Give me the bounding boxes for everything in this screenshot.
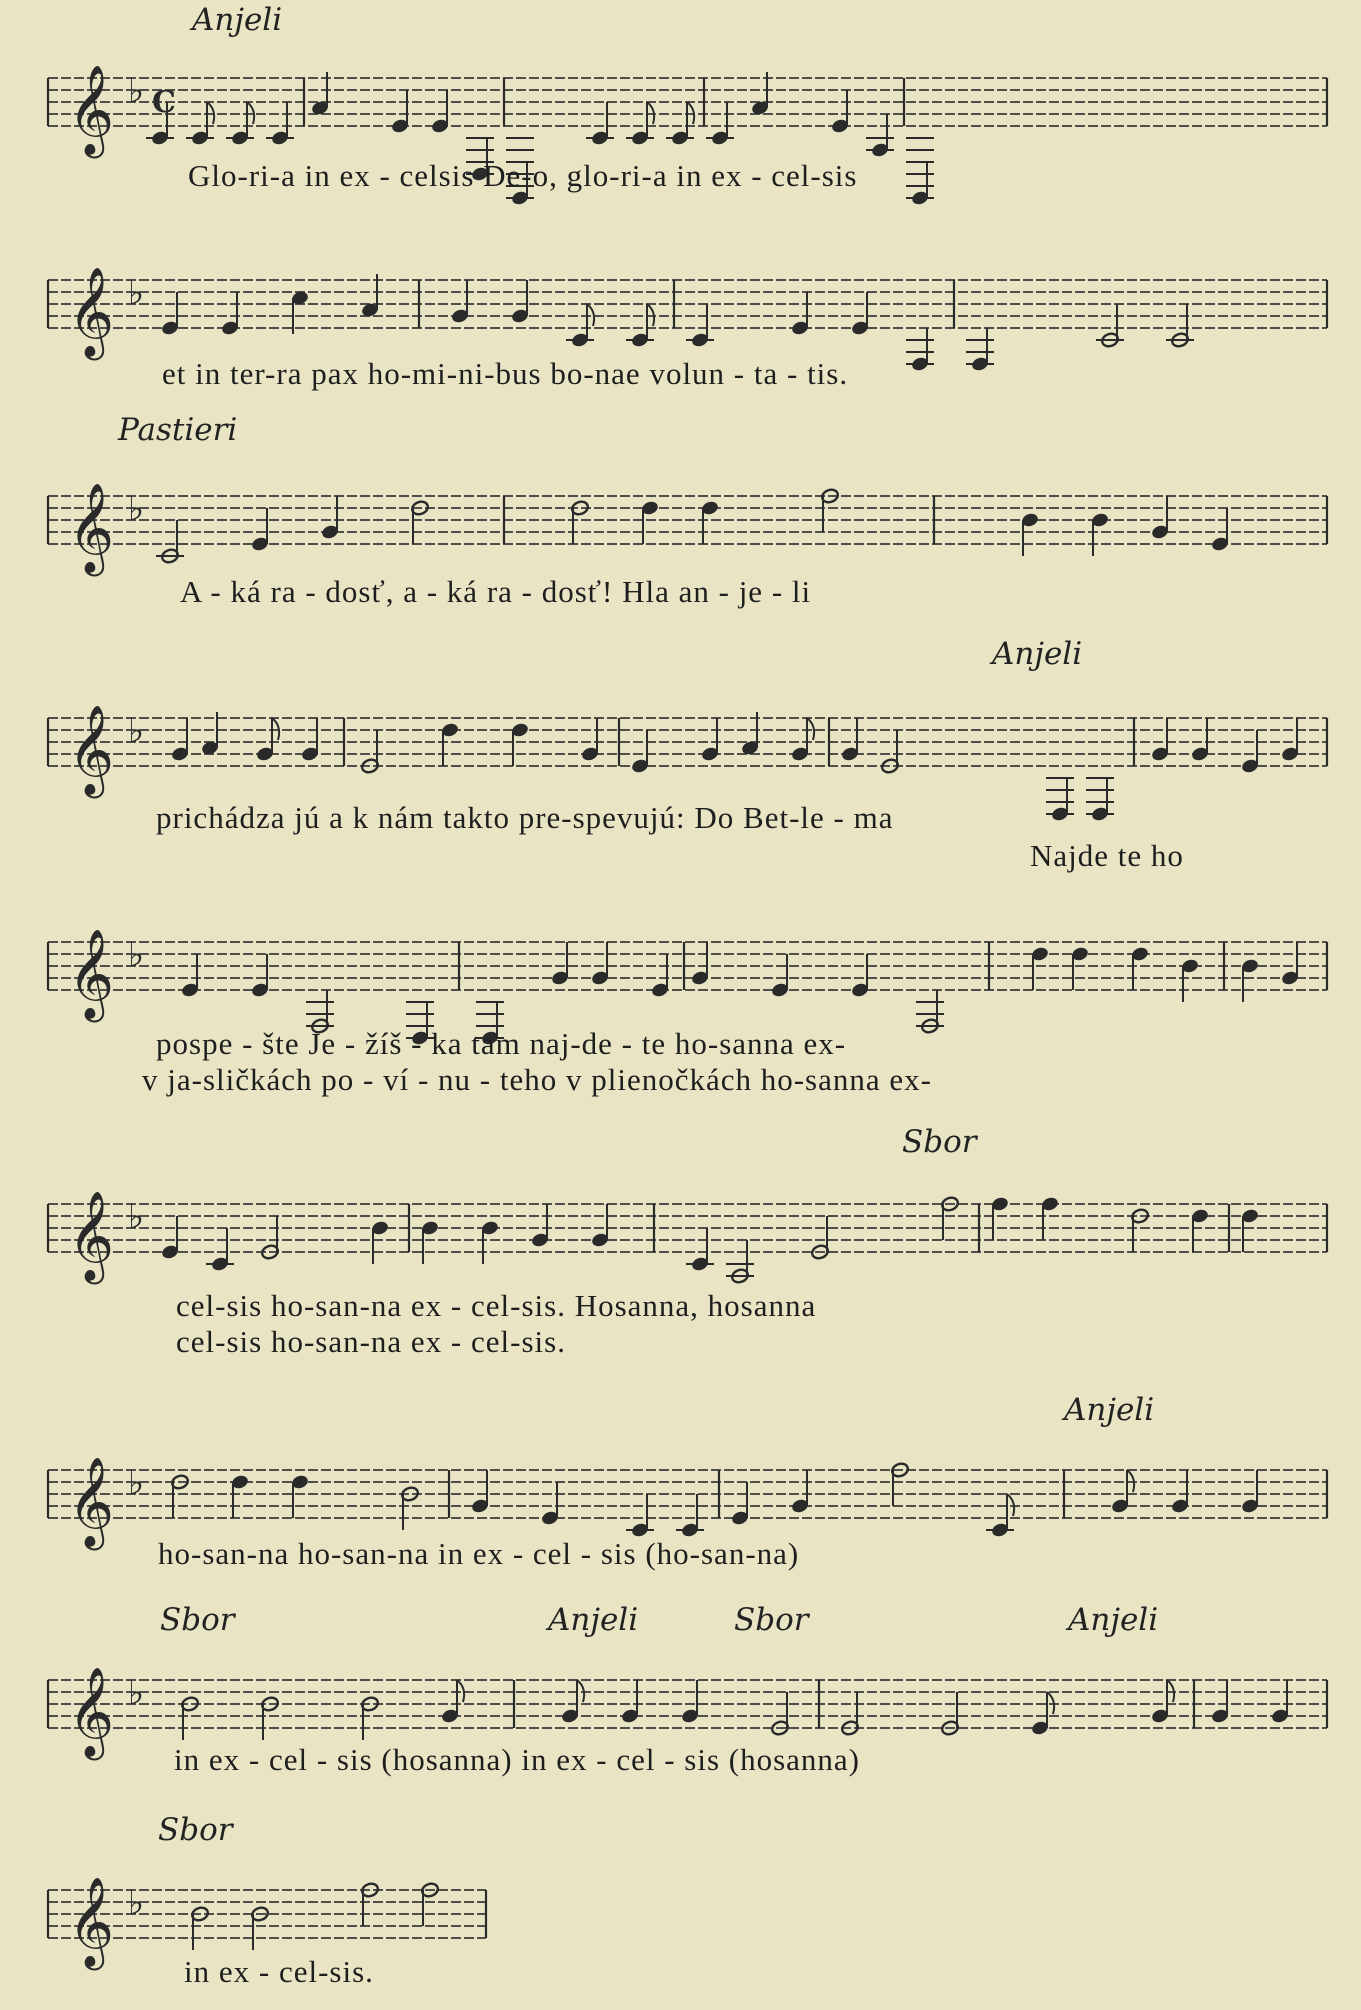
flat-key-signature-icon: ♭	[128, 1463, 145, 1503]
flat-key-signature-icon: ♭	[128, 71, 145, 111]
voice-label: Anjeli	[1064, 1392, 1155, 1428]
lyrics-line: in ex - cel - sis (hosanna) in ex - cel - sis (hosanna)	[174, 1742, 860, 1777]
note-flag	[577, 1680, 584, 1702]
flat-key-signature-icon: ♭	[128, 711, 145, 751]
voice-label: Anjeli	[1068, 1602, 1159, 1638]
music-staff	[0, 912, 1361, 1042]
flat-key-signature-icon: ♭	[128, 1197, 145, 1237]
lyrics-line: ho-san-na ho-san-na in ex - cel - sis (ho-san-na)	[158, 1536, 800, 1571]
treble-clef-icon: 𝄞	[68, 929, 115, 1019]
flat-key-signature-icon: ♭	[128, 489, 145, 529]
note-flag	[1127, 1470, 1134, 1492]
flat-key-signature-icon: ♭	[128, 273, 145, 313]
lyrics-line: et in ter-ra pax ho-mi-ni-bus bo-nae volun - ta - tis.	[162, 356, 849, 391]
voice-label: Sbor	[734, 1602, 809, 1638]
lyrics-line: v ja-sličkách po - ví - nu - teho v plienočkách ho-sanna ex-	[142, 1062, 932, 1097]
lyrics-line: in ex - cel-sis.	[184, 1954, 374, 1989]
note-flag	[587, 304, 594, 326]
treble-clef-icon: 𝄞	[68, 65, 115, 155]
note-flag	[457, 1680, 464, 1702]
note-flag	[1007, 1494, 1014, 1516]
treble-clef-icon: 𝄞	[68, 1191, 115, 1281]
note-flag	[807, 718, 814, 740]
treble-clef-icon: 𝄞	[68, 1877, 115, 1967]
lyrics-line: Najde te ho	[1030, 838, 1184, 873]
note-flag	[687, 102, 694, 124]
lyrics-line: prichádza jú a k nám takto pre-spevujú: Do Bet-le - ma	[156, 800, 894, 835]
note-flag	[1047, 1692, 1054, 1714]
voice-label: Pastieri	[118, 412, 238, 448]
note-flag	[647, 304, 654, 326]
music-staff	[0, 1174, 1361, 1304]
treble-clef-icon: 𝄞	[68, 483, 115, 573]
note-flag	[207, 102, 214, 124]
flat-key-signature-icon: ♭	[128, 1673, 145, 1713]
note-flag	[247, 102, 254, 124]
lyrics-line: cel-sis ho-san-na ex - cel-sis. Hosanna, hosanna	[176, 1288, 817, 1323]
lyrics-line: pospe - šte Je - žíš - ka tam naj-de - te ho-sanna ex-	[156, 1026, 847, 1061]
lyrics-line: Glo-ri-a in ex - celsis De-o, glo-ri-a in ex - cel-sis	[188, 158, 858, 193]
note-flag	[272, 718, 279, 740]
note-flag	[647, 102, 654, 124]
common-time-icon: C	[152, 85, 176, 120]
treble-clef-icon: 𝄞	[68, 705, 115, 795]
treble-clef-icon: 𝄞	[68, 1667, 115, 1757]
voice-label: Sbor	[902, 1124, 977, 1160]
voice-label: Sbor	[160, 1602, 235, 1638]
flat-key-signature-icon: ♭	[128, 1883, 145, 1923]
treble-clef-icon: 𝄞	[68, 1457, 115, 1547]
flat-key-signature-icon: ♭	[128, 935, 145, 975]
voice-label: Anjeli	[992, 636, 1083, 672]
voice-label: Anjeli	[192, 2, 283, 38]
note-flag	[1167, 1680, 1174, 1702]
lyrics-line: A - ká ra - dosť, a - ká ra - dosť! Hla an - je - li	[180, 574, 812, 609]
lyrics-line: cel-sis ho-san-na ex - cel-sis.	[176, 1324, 566, 1359]
music-staff	[0, 688, 1361, 818]
voice-label: Sbor	[158, 1812, 233, 1848]
voice-label: Anjeli	[548, 1602, 639, 1638]
treble-clef-icon: 𝄞	[68, 267, 115, 357]
